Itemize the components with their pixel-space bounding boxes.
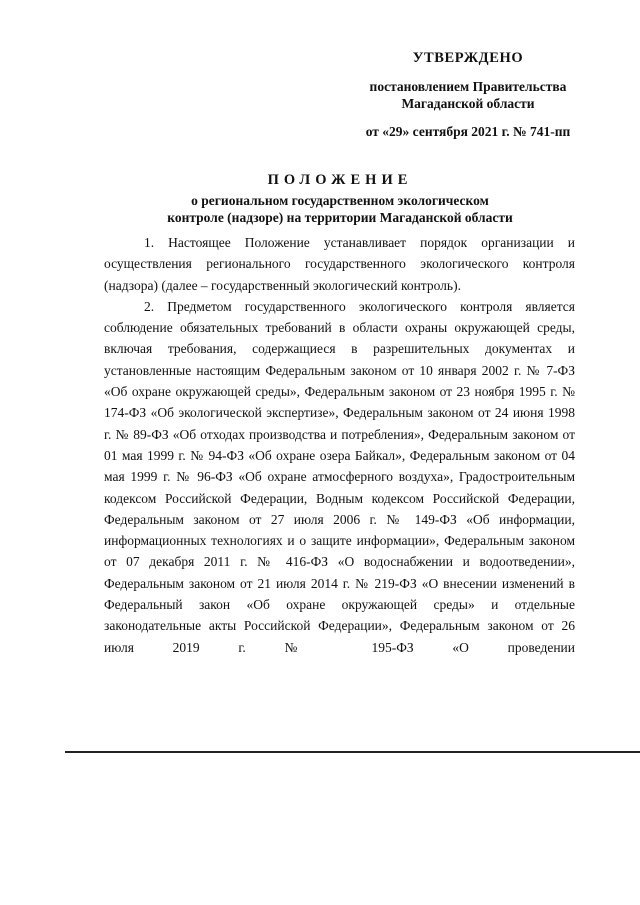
approval-line-1: постановлением Правительства: [369, 79, 567, 94]
approval-line-2: Магаданской области: [401, 96, 535, 111]
page-bottom-rule: [65, 751, 640, 753]
approval-stamp: [340, 50, 596, 140]
document-heading: [100, 171, 580, 226]
document-body: [104, 232, 575, 658]
document-title: ПОЛОЖЕНИЕ: [267, 172, 413, 188]
approval-date-number: от «29» сентября 2021 г. № 741-пп: [365, 124, 571, 139]
paragraph-2: 2. Предметом государственного экологического контроля является соблюдение обязательных требований в области охраны окружающей среды, включая требования, содержащиеся в разрешительных документах и установленные настоящим Федеральным законом от 10 января 2002 г. № 7-ФЗ «Об охране окружающей среды», Федеральным законом от 23 ноября 1995 г. № 174-ФЗ «Об экологической экспертизе», Федеральным законом от 24 июня 1998 г. № 89-ФЗ «Об отходах производства и потребления», Федеральным законом от 01 мая 1999 г. № 94-ФЗ «Об охране озера Байкал», Федеральным законом от 04 мая 1999 г. № 96-ФЗ «Об охране атмосферного воздуха», Градостроительным кодексом Российской Федерации, Водным кодексом Российской Федерации, Федеральным законом от 27 июля 2006 г. № 149-ФЗ «Об информации, информационных технологиях и о защите информации», Федеральным законом от 07 декабря 2011 г. № 416-ФЗ «О водоснабжении и водоотведении», Федеральным законом от 21 июля 2014 г. № 219-ФЗ «О внесении изменений в Федеральный закон «Об охране окружающей среды» и отдельные законодательные акты Российской Федерации», Федеральным законом от 26 июля 2019 г. № 195-ФЗ «О проведении: [104, 298, 575, 655]
paragraph-1: 1. Настоящее Положение устанавливает порядок организации и осуществления регионального государственного экологического контроля (надзора) (далее – государственный экологический контроль).: [104, 235, 575, 293]
approval-title: УТВЕРЖДЕНО: [412, 50, 524, 66]
document-subtitle-line-1: о региональном государственном экологическом: [191, 193, 489, 208]
document-subtitle-line-2: контроле (надзоре) на территории Магаданской области: [167, 210, 513, 225]
